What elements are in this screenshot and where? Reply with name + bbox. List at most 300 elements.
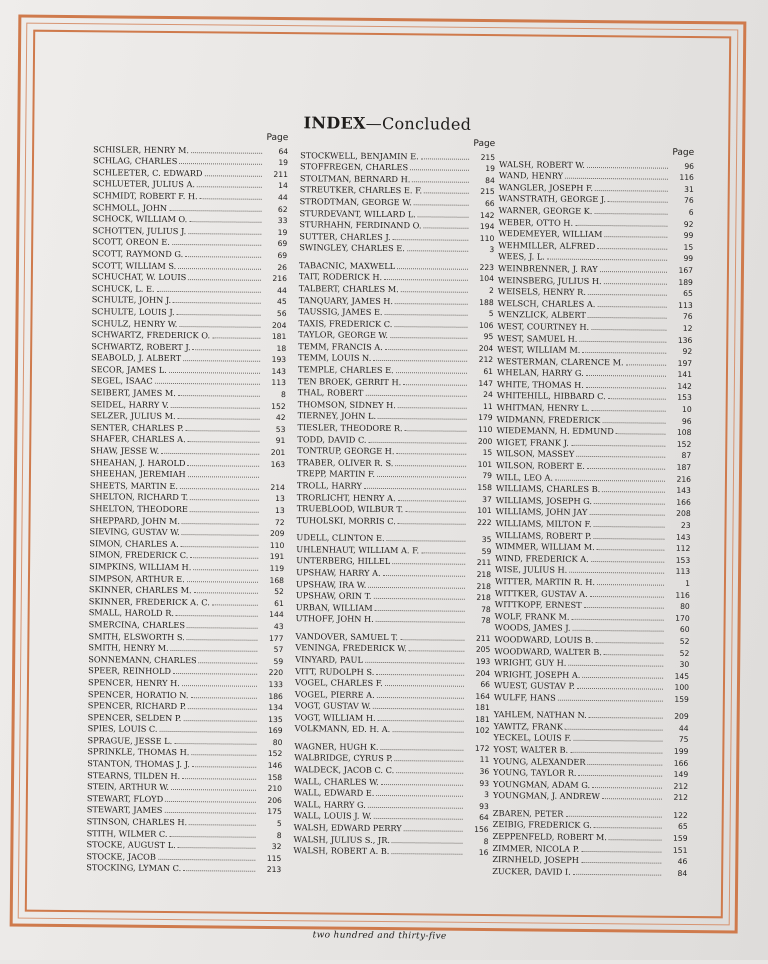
leader-dots xyxy=(180,480,259,490)
entry-name: WALL, HARRY G. xyxy=(294,799,366,811)
leader-dots xyxy=(421,544,465,553)
entry-page-number: 108 xyxy=(667,427,691,439)
index-entry xyxy=(495,552,690,565)
index-entry xyxy=(90,502,285,515)
leader-dots xyxy=(397,260,468,270)
entry-page-number: 175 xyxy=(258,806,282,818)
entry-name: STOCKWELL, BENJAMIN E. xyxy=(300,150,419,163)
entry-name: TIERNEY, JOHN L. xyxy=(298,411,377,423)
entry-page-number: 191 xyxy=(260,551,284,563)
index-entry xyxy=(496,424,691,437)
index-entry xyxy=(88,630,283,643)
leader-dots xyxy=(188,434,260,444)
entry-name: SMERCINA, CHARLES xyxy=(89,619,186,632)
entry-name: WIND, FREDERICK A. xyxy=(495,553,589,565)
index-entry xyxy=(495,540,690,553)
entry-name: WILLIAMS, MILTON F. xyxy=(496,518,592,531)
entry-name: SCHULZ, HENRY W. xyxy=(91,318,177,330)
leader-dots xyxy=(187,573,258,583)
index-entry xyxy=(498,216,693,229)
leader-dots xyxy=(547,251,667,261)
leader-dots xyxy=(405,422,467,432)
entry-name: STOCKE, JACOB xyxy=(86,851,156,863)
entry-page-number: 64 xyxy=(264,145,288,157)
entry-name: SCHISLER, HENRY M. xyxy=(93,144,189,157)
entry-page-number: 166 xyxy=(664,757,688,769)
leader-dots xyxy=(391,845,462,855)
entry-page-number: 100 xyxy=(665,682,689,694)
leader-dots xyxy=(364,480,466,490)
entry-page-number: 84 xyxy=(663,868,687,880)
entry-page-number: 64 xyxy=(465,812,489,824)
entry-page-number: 92 xyxy=(668,346,692,358)
entry-page-number: 59 xyxy=(467,546,491,558)
title-suffix: —Concluded xyxy=(366,114,472,134)
entry-name: SCHMOLL, JOHN xyxy=(93,202,168,214)
index-entry xyxy=(497,401,692,414)
entry-page-number: 3 xyxy=(470,244,494,256)
entry-page-number: 147 xyxy=(469,377,493,389)
entry-name: WILLIAMS, JOSEPH G. xyxy=(496,495,592,508)
entry-page-number: 5 xyxy=(470,308,494,320)
index-entry xyxy=(86,850,281,863)
entry-page-number: 170 xyxy=(666,612,690,624)
entry-page-number: 26 xyxy=(263,261,287,273)
index-entry xyxy=(89,549,284,562)
entry-name: STOLTMAN, BERNARD H. xyxy=(300,173,411,186)
entry-name: SCHLAG, CHARLES xyxy=(93,155,177,167)
entry-page-number: 179 xyxy=(469,412,493,424)
entry-page-number: 166 xyxy=(667,497,691,509)
entry-page-number: 8 xyxy=(258,829,282,841)
index-entry xyxy=(88,699,283,712)
leader-dots xyxy=(377,468,466,478)
leader-dots xyxy=(368,578,465,588)
entry-page-number: 84 xyxy=(471,175,495,187)
entry-name: WALSH, JULIUS S., JR. xyxy=(293,834,390,847)
entry-name: WITTKER, GUSTAV A. xyxy=(495,588,588,600)
entry-name: WRIGHT, JOSEPH A. xyxy=(494,669,580,681)
index-entry xyxy=(495,587,690,600)
entry-name: SCHULTE, JOHN J. xyxy=(92,294,172,306)
entry-name: SPRAGUE, JESSE L. xyxy=(87,735,172,747)
index-entry xyxy=(90,433,285,446)
entry-name: STURHAHN, FERDINAND O. xyxy=(299,219,421,232)
index-entry xyxy=(296,613,491,626)
entry-name: SHELTON, RICHARD T. xyxy=(90,492,189,505)
entry-page-number: 158 xyxy=(468,482,492,494)
entry-page-number: 61 xyxy=(469,366,493,378)
index-entry xyxy=(300,184,495,197)
entry-page-number: 46 xyxy=(663,856,687,868)
entry-page-number: 110 xyxy=(470,233,494,245)
index-entry xyxy=(89,607,284,620)
entry-name: TANQUARY, JAMES H. xyxy=(299,295,393,307)
leader-dots xyxy=(412,173,469,183)
index-entry xyxy=(496,436,691,449)
entry-name: SEIDEL, HARRY V. xyxy=(91,399,169,411)
entry-page-number: 14 xyxy=(264,180,288,192)
entry-name: SCHLUETER, JULIUS A. xyxy=(93,179,195,192)
index-entry xyxy=(89,525,284,538)
index-entry xyxy=(87,815,282,828)
index-entry xyxy=(495,621,690,634)
index-entry xyxy=(295,699,490,712)
leader-dots xyxy=(565,170,668,180)
index-entry xyxy=(93,154,288,167)
entry-name: STOFFREGEN, CHARLES xyxy=(300,161,408,174)
entry-page-number: 44 xyxy=(263,285,287,297)
leader-dots xyxy=(593,518,664,528)
index-entry xyxy=(298,398,493,411)
leader-dots xyxy=(398,399,467,409)
entry-name: WALL, EDWARD E. xyxy=(294,787,374,799)
index-entry xyxy=(91,351,286,364)
index-entry xyxy=(494,633,689,646)
index-entry xyxy=(86,838,281,851)
entry-name: STANTON, THOMAS J. J. xyxy=(87,758,190,771)
entry-page-number: 149 xyxy=(664,769,688,781)
index-entry xyxy=(300,160,495,173)
entry-name: TRABER, OLIVER R. S. xyxy=(297,457,393,470)
entry-name: THAL, ROBERT xyxy=(298,387,364,399)
leader-dots xyxy=(376,613,465,623)
entry-page-number: 167 xyxy=(669,265,693,277)
entry-name: TEMPLE, CHARLES E. xyxy=(298,364,394,377)
leader-dots xyxy=(380,741,463,751)
entry-name: WOODS, JAMES J. xyxy=(495,622,571,634)
entry-name: WILLIAMS, CHARLES B. xyxy=(496,483,600,496)
leader-dots xyxy=(579,332,666,342)
entry-page-number: 95 xyxy=(469,331,493,343)
index-entry xyxy=(299,218,494,231)
entry-page-number: 204 xyxy=(466,667,490,679)
entry-name: WALSH, ROBERT W. xyxy=(499,159,585,171)
leader-dots xyxy=(591,402,665,412)
entry-page-number: 104 xyxy=(470,273,494,285)
leader-dots xyxy=(161,445,259,455)
entry-name: SCHOCK, WILLIAM O. xyxy=(92,213,187,226)
entry-name: VOGT, GUSTAV W. xyxy=(295,700,371,712)
entry-page-number: 65 xyxy=(669,288,693,300)
entry-name: TAUSSIG, JAMES E. xyxy=(299,306,383,318)
entry-page-number: 216 xyxy=(263,273,287,285)
entry-name: WILL, LEO A. xyxy=(496,472,553,484)
entry-page-number: 216 xyxy=(667,473,691,485)
leader-dots xyxy=(393,231,469,241)
entry-name: SHEPPARD, JOHN M. xyxy=(90,515,181,527)
entry-page-number: 44 xyxy=(665,723,689,735)
entry-name: UNTERBERG, HILLEL xyxy=(296,556,390,568)
index-entry xyxy=(498,262,693,275)
entry-page-number: 152 xyxy=(258,748,282,760)
index-entry xyxy=(294,763,489,776)
entry-page-number: 19 xyxy=(263,227,287,239)
entry-page-number: 101 xyxy=(468,505,492,517)
entry-page-number: 213 xyxy=(257,864,281,876)
entry-name: WANGLER, JOSEPH F. xyxy=(499,182,593,194)
entry-page-number: 200 xyxy=(468,435,492,447)
entry-name: WENZLICK, ALBERT xyxy=(498,309,586,321)
leader-dots xyxy=(185,248,261,258)
leader-dots xyxy=(191,144,262,154)
entry-page-number: 52 xyxy=(665,647,689,659)
entry-page-number: 92 xyxy=(669,218,693,230)
entry-name: TROLL, HARRY xyxy=(297,480,362,492)
index-entry xyxy=(87,757,282,770)
leader-dots xyxy=(616,425,666,434)
index-entry xyxy=(297,433,492,446)
entry-page-number: 159 xyxy=(664,833,688,845)
entry-name: WEINSBERG, JULIUS H. xyxy=(498,275,602,288)
leader-dots xyxy=(182,515,259,525)
leader-dots xyxy=(183,352,260,362)
entry-page-number: 52 xyxy=(665,636,689,648)
entry-page-number: 32 xyxy=(257,841,281,853)
entry-page-number: 110 xyxy=(260,540,284,552)
leader-dots xyxy=(179,155,262,165)
entry-page-number: 209 xyxy=(665,711,689,723)
entry-name: WALL, CHARLES W. xyxy=(294,776,379,788)
index-column-1 xyxy=(86,131,288,875)
leader-dots xyxy=(191,747,256,757)
entry-name: SHEETS, MARTIN E. xyxy=(90,480,178,492)
index-entry xyxy=(499,192,694,205)
leader-dots xyxy=(189,816,256,826)
leader-dots xyxy=(558,692,663,702)
leader-dots xyxy=(597,298,666,308)
index-entry xyxy=(89,595,284,608)
entry-name: YOUNGMAN, ADAM G. xyxy=(493,779,590,792)
index-entry xyxy=(297,479,492,492)
index-entry xyxy=(296,601,491,614)
leader-dots xyxy=(395,457,466,467)
leader-dots xyxy=(604,228,667,238)
leader-dots xyxy=(381,776,463,786)
index-entry xyxy=(93,143,288,156)
entry-page-number: 37 xyxy=(468,493,492,505)
entry-name: STRODTMAN, GEORGE W. xyxy=(300,196,412,209)
leader-dots xyxy=(590,588,664,598)
entry-name: ZBAREN, PETER xyxy=(493,808,564,820)
leader-dots xyxy=(575,216,667,226)
entry-page-number: 215 xyxy=(471,186,495,198)
leader-dots xyxy=(159,723,256,733)
index-entry xyxy=(88,653,283,666)
entry-page-number: 87 xyxy=(667,450,691,462)
leader-dots xyxy=(604,646,664,656)
index-entry xyxy=(296,543,491,556)
entry-page-number: 52 xyxy=(260,586,284,598)
entry-page-number: 218 xyxy=(467,569,491,581)
entry-name: VOGT, WILLIAM H. xyxy=(295,712,376,724)
entry-page-number: 172 xyxy=(465,743,489,755)
entry-page-number: 181 xyxy=(262,331,286,343)
leader-dots xyxy=(192,758,256,768)
leader-dots xyxy=(584,599,664,609)
entry-page-number: 181 xyxy=(466,702,490,714)
entry-name: TALBERT, CHARLES M. xyxy=(299,283,399,296)
leader-dots xyxy=(190,492,259,502)
leader-dots xyxy=(568,657,663,667)
entry-name: TRUEBLOOD, WILBUR T. xyxy=(297,503,404,516)
index-entry xyxy=(493,766,688,779)
entry-page-number: 163 xyxy=(261,458,285,470)
entry-name: TEMM, FRANCIS A. xyxy=(298,341,383,353)
entry-name: SUTTER, CHARLES J. xyxy=(299,231,390,243)
page-number-footer: two hundred and thirty-five xyxy=(0,927,764,944)
entry-name: STINSON, CHARLES H. xyxy=(87,816,188,829)
leader-dots xyxy=(376,787,463,797)
entry-page-number: 211 xyxy=(466,633,490,645)
leader-dots xyxy=(171,642,258,652)
index-entry xyxy=(294,786,489,799)
entry-name: SHELTON, THEODORE xyxy=(90,503,188,516)
entry-name: TEN BROEK, GERRIT H. xyxy=(298,376,401,389)
leader-dots xyxy=(395,753,464,763)
entry-page-number: 42 xyxy=(262,412,286,424)
index-entry xyxy=(294,775,489,788)
entry-name: SEIBERT, JAMES M. xyxy=(91,387,176,399)
leader-dots xyxy=(173,294,261,304)
index-entry xyxy=(494,708,689,721)
entry-name: SEGEL, ISAAC xyxy=(91,376,153,388)
leader-dots xyxy=(597,576,664,586)
leader-dots xyxy=(199,654,258,664)
entry-name: WEST, SAMUEL H. xyxy=(497,333,577,345)
index-entry xyxy=(300,207,495,220)
leader-dots xyxy=(189,213,261,223)
entry-name: SCOTT, WILLIAM S. xyxy=(92,260,176,272)
index-entry xyxy=(298,363,493,376)
entry-name: WELSCH, CHARLES A. xyxy=(498,298,596,311)
index-entry xyxy=(493,732,688,745)
entry-name: TUHOLSKI, MORRIS C. xyxy=(297,515,396,528)
entry-page-number: 194 xyxy=(470,221,494,233)
entry-name: WULFF, HANS xyxy=(494,692,556,704)
leader-dots xyxy=(594,205,667,215)
entry-page-number: 30 xyxy=(665,659,689,671)
index-entry xyxy=(300,195,495,208)
entry-name: VOGEL, CHARLES F. xyxy=(295,677,383,689)
entry-page-number: 2 xyxy=(470,285,494,297)
leader-dots xyxy=(589,709,663,719)
index-entry xyxy=(497,355,692,368)
index-entry xyxy=(91,386,286,399)
index-entry xyxy=(495,575,690,588)
entry-name: UPSHAW, ORIN T. xyxy=(296,590,372,602)
entry-page-number: 218 xyxy=(467,592,491,604)
entry-name: ZUCKER, DAVID I. xyxy=(492,866,571,878)
entry-name: WEHMILLER, ALFRED xyxy=(498,240,595,253)
index-entry xyxy=(498,227,693,240)
entry-name: YOUNG, TAYLOR R. xyxy=(493,767,576,779)
leader-dots xyxy=(587,460,665,470)
index-entry xyxy=(295,688,490,701)
leader-dots xyxy=(169,201,262,211)
leader-dots xyxy=(373,700,464,710)
entry-name: WIDMANN, FREDERICK xyxy=(497,414,601,427)
index-entry xyxy=(497,366,692,379)
leader-dots xyxy=(424,185,469,194)
entry-name: WHITMAN, HENRY L. xyxy=(497,402,590,414)
index-entry xyxy=(298,375,493,388)
index-entry xyxy=(498,297,693,310)
leader-dots xyxy=(414,196,469,206)
page-column-header: Page xyxy=(300,137,495,150)
entry-page-number: 53 xyxy=(261,424,285,436)
entry-name: TAXIS, FREDERICK C. xyxy=(298,318,392,330)
entry-page-number: 93 xyxy=(465,777,489,789)
entry-name: TODD, DAVID C. xyxy=(297,434,366,446)
entry-page-number: 186 xyxy=(259,690,283,702)
leader-dots xyxy=(588,756,663,766)
entry-name: WESTERMAN, CLARENCE M. xyxy=(497,356,624,369)
index-entry xyxy=(300,172,495,185)
index-entry xyxy=(494,679,689,692)
index-entry xyxy=(296,555,491,568)
entry-name: UHLENHAUT, WILLIAM A. F. xyxy=(296,544,419,557)
leader-dots xyxy=(582,344,666,354)
entry-name: UDELL, CLINTON E. xyxy=(296,532,384,544)
leader-dots xyxy=(387,532,466,542)
index-entry xyxy=(92,212,287,225)
entry-name: ZEPPENFELD, ROBERT M. xyxy=(493,831,607,844)
entry-page-number: 145 xyxy=(665,670,689,682)
index-entry xyxy=(93,201,288,214)
entry-page-number: 142 xyxy=(470,209,494,221)
entry-page-number: 12 xyxy=(668,323,692,335)
leader-dots xyxy=(369,433,467,443)
entry-name: WEES, J. L. xyxy=(498,251,545,263)
index-entry xyxy=(90,467,285,480)
entry-page-number: 65 xyxy=(664,821,688,833)
leader-dots xyxy=(410,161,469,171)
index-entry xyxy=(88,711,283,724)
entry-page-number: 169 xyxy=(259,725,283,737)
entry-name: UPSHAW, IRA W. xyxy=(296,579,367,591)
leader-dots xyxy=(591,321,666,331)
index-entry xyxy=(499,181,694,194)
leader-dots xyxy=(190,550,258,560)
index-list xyxy=(293,149,495,858)
leader-dots xyxy=(565,721,663,731)
entry-name: SMITH, ELSWORTH S. xyxy=(88,631,184,644)
index-entry xyxy=(299,242,494,255)
leader-dots xyxy=(569,564,664,574)
index-entry xyxy=(296,589,491,602)
leader-dots xyxy=(594,819,662,829)
leader-dots xyxy=(396,764,463,774)
entry-page-number: 152 xyxy=(667,439,691,451)
index-entry xyxy=(90,444,285,457)
entry-name: WIEDEMANN, H. EDMUND xyxy=(496,425,613,438)
entry-name: WRIGHT, GUY H. xyxy=(494,657,566,669)
entry-page-number: 56 xyxy=(263,308,287,320)
index-entry xyxy=(294,810,489,823)
entry-page-number: 134 xyxy=(259,702,283,714)
entry-page-number: 152 xyxy=(262,400,286,412)
leader-dots xyxy=(409,643,465,653)
entry-name: WOODWARD, WALTER B. xyxy=(494,646,602,659)
entry-page-number: 187 xyxy=(667,462,691,474)
index-entry xyxy=(494,645,689,658)
leader-dots xyxy=(378,410,467,420)
index-entry xyxy=(93,178,288,191)
entry-page-number: 69 xyxy=(263,238,287,250)
index-entry xyxy=(89,537,284,550)
entry-page-number: 72 xyxy=(261,516,285,528)
